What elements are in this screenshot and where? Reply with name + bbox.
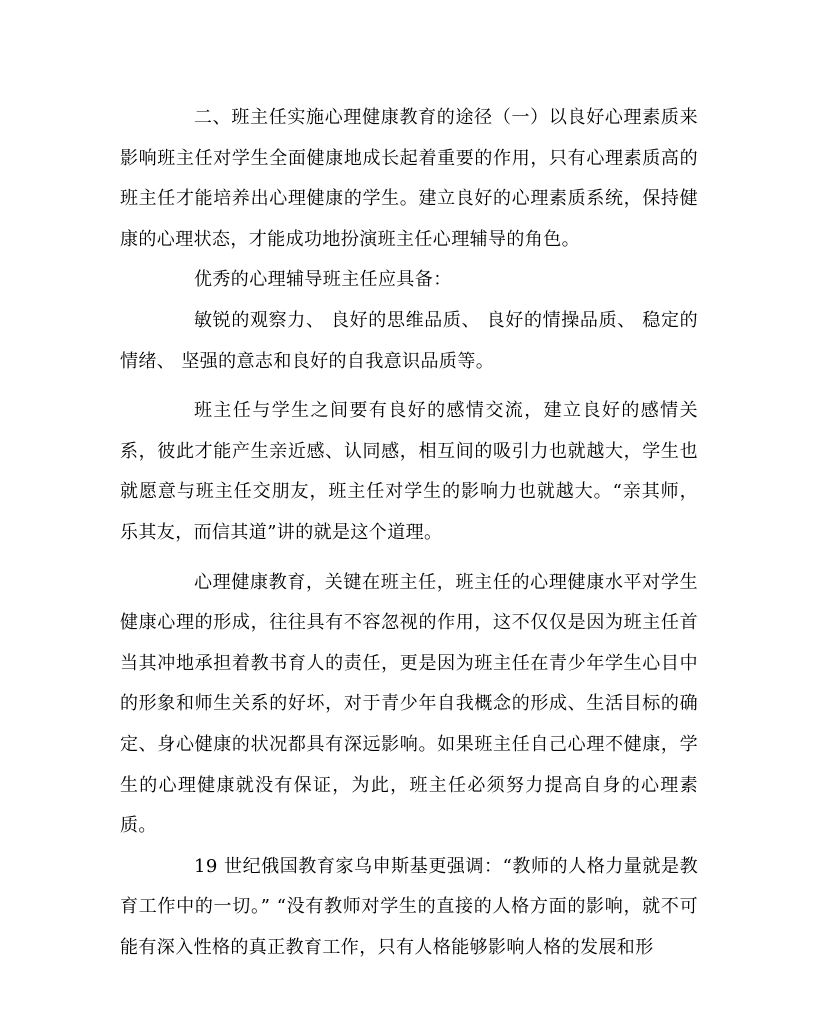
paragraph-qualities: 敏锐的观察力、 良好的思维品质、 良好的情操品质、 稳定的情绪、 坚强的意志和良好的自我意识品质等。 — [120, 309, 698, 372]
paragraph-emotional-exchange: 班主任与学生之间要有良好的感情交流，建立良好的感情关系，彼此才能产生亲近感、认同感，相互间的吸引力也就越大，学生也就愿意与班主任交朋友，班主任对学生的影响力也就越大。“亲其师，乐其友，而信其道”讲的就是这个道理。 — [120, 400, 698, 543]
paragraph-key-role: 心理健康教育，关键在班主任，班主任的心理健康水平对学生健康心理的形成，往往具有不容忽视的作用，这不仅仅是因为班主任首当其冲地承担着教书育人的责任，更是因为班主任在青少年学生心目中的形象和师生关系的好坏，对于青少年自我概念的形成、生活目标的确定、身心健康的状况都具有深远影响。如果班主任自己心理不健康，学生的心理健康就没有保证，为此，班主任必须努力提高自身的心理素质。 — [120, 571, 698, 837]
paragraph-approaches: 二、班主任实施心理健康教育的途径（一）以良好心理素质来影响班主任对学生全面健康地成长起着重要的作用，只有心理素质高的班主任才能培养出心理健康的学生。建立良好的心理素质系统，保持健康的心理状态，才能成功地扮演班主任心理辅导的角色。 — [120, 107, 698, 250]
paragraph-requirements-intro: 优秀的心理辅导班主任应具备： — [194, 269, 452, 291]
paragraph-ushinsky-quote: 19 世纪俄国教育家乌申斯基更强调：“教师的人格力量就是教育工作中的一切。” “没有教师对学生的直接的人格方面的影响，就不可能有深入性格的真正教育工作，只有人格能够影响人格的发展和形 — [120, 855, 698, 958]
document-body — [120, 98, 698, 968]
